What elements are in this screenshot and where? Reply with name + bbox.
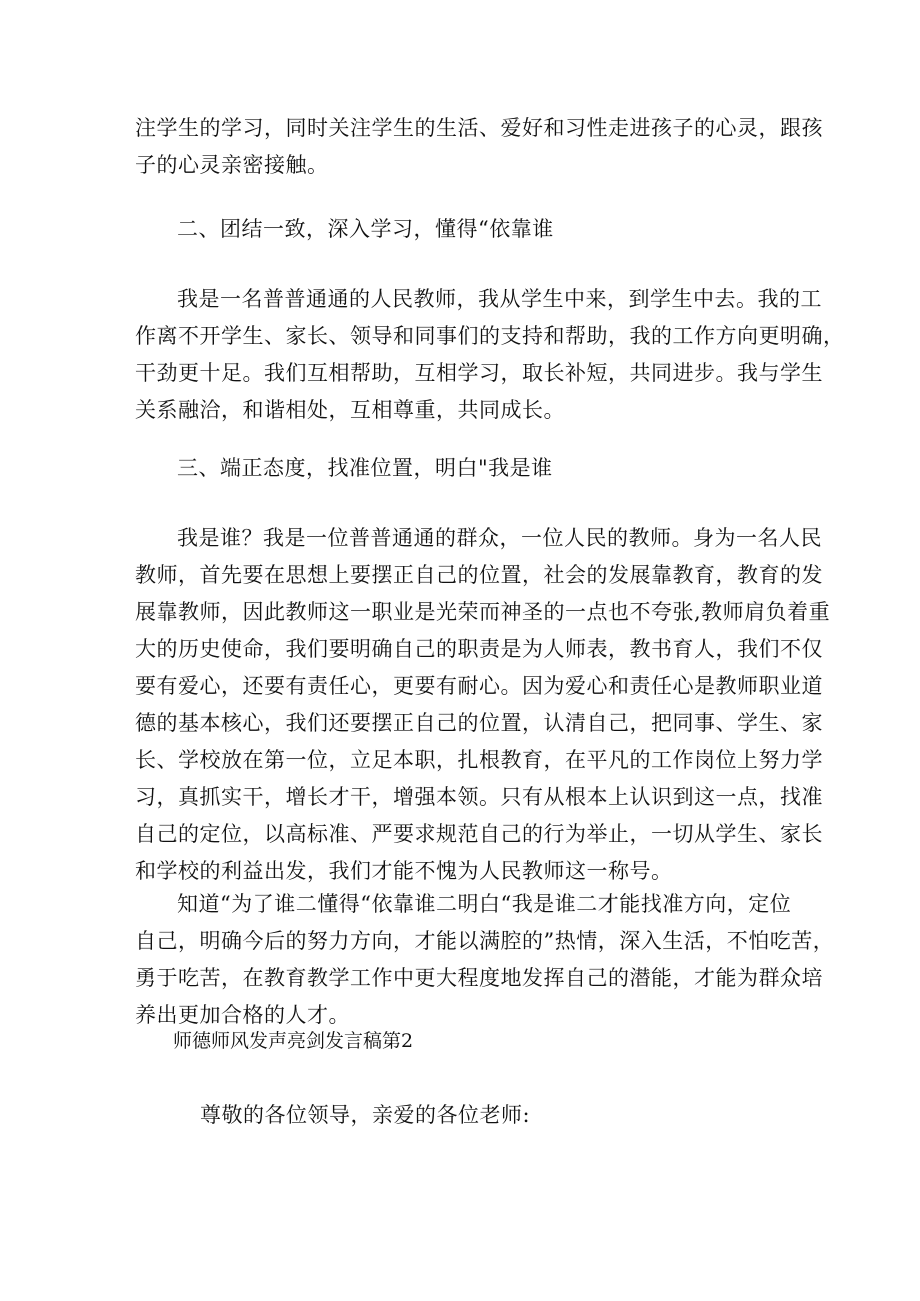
paragraph-1: [135, 110, 823, 184]
paragraph-line: 知道“为了谁二懂得“依靠谁二明白“我是谁二才能找准方向，定位: [177, 892, 792, 916]
paragraph-line: 勇于吃苦，在教育教学工作中更大程度地发挥自己的潜能，才能为群众培: [135, 966, 823, 990]
section-subtitle: 师德师风发声亮剑发言稿第2: [173, 1030, 414, 1052]
paragraph-line: 注学生的学习，同时关注学生的生活、爱好和习性走进孩子的心灵，跟孩: [135, 116, 823, 140]
paragraph-line: 关系融洽，和谐相处，互相尊重，共同成长。: [135, 398, 565, 422]
paragraph-line: 要有爱心，还要有责任心，更要有耐心。因为爱心和责任心是教师职业道: [135, 674, 823, 698]
paragraph-line: 德的基本核心，我们还要摆正自己的位置，认清自己，把同事、学生、家: [135, 711, 823, 735]
paragraph-line: 我是谁？我是一位普普通通的群众，一位人民的教师。身为一名人民: [177, 526, 822, 550]
paragraph-line: 自己，明确今后的努力方向，才能以满腔的”热情，深入生活，不怕吃苦，: [135, 929, 835, 953]
salutation: 尊敬的各位领导，亲爱的各位老师:: [200, 1103, 531, 1127]
paragraph-line: 作离不开学生、家长、领导和同事们的支持和帮助，我的工作方向更明确，: [135, 324, 845, 348]
paragraph-3: [135, 520, 831, 890]
paragraph-line: 自己的定位，以高标准、严要求规范自己的行为举止，一切从学生、家长: [135, 822, 823, 846]
paragraph-2: [135, 281, 845, 429]
paragraph-line: 我是一名普普通通的人民教师，我从学生中来，到学生中去。我的工: [177, 287, 822, 311]
paragraph-line: 大的历史使命，我们要明确自己的职责是为人师表，教书育人，我们不仅: [135, 637, 823, 661]
paragraph-line: 展靠教师，因此教师这一职业是光荣而神圣的一点也不夸张,教师肩负着重: [135, 600, 831, 624]
section-heading-2: 二、团结一致，深入学习，懂得“依靠谁: [177, 217, 554, 241]
paragraph-line: 干劲更十足。我们互相帮助，互相学习，取长补短，共同进步。我与学生: [135, 361, 823, 385]
section-heading-3: 三、端正态度，找准位置，明白"我是谁: [177, 456, 553, 480]
paragraph-line: 教师，首先要在思想上要摆正自己的位置，社会的发展靠教育，教育的发: [135, 563, 823, 587]
paragraph-line: 子的心灵亲密接触。: [135, 153, 329, 177]
paragraph-line: 和学校的利益出发，我们才能不愧为人民教师这一称号。: [135, 859, 673, 883]
paragraph-line: 习，真抓实干，增长才干，增强本领。只有从根本上认识到这一点，找准: [135, 785, 823, 809]
paragraph-line: 长、学校放在第一位，立足本职，扎根教育，在平凡的工作岗位上努力学: [135, 748, 823, 772]
paragraph-line: 养出更加合格的人才。: [135, 1003, 350, 1027]
paragraph-4: [135, 886, 835, 1034]
